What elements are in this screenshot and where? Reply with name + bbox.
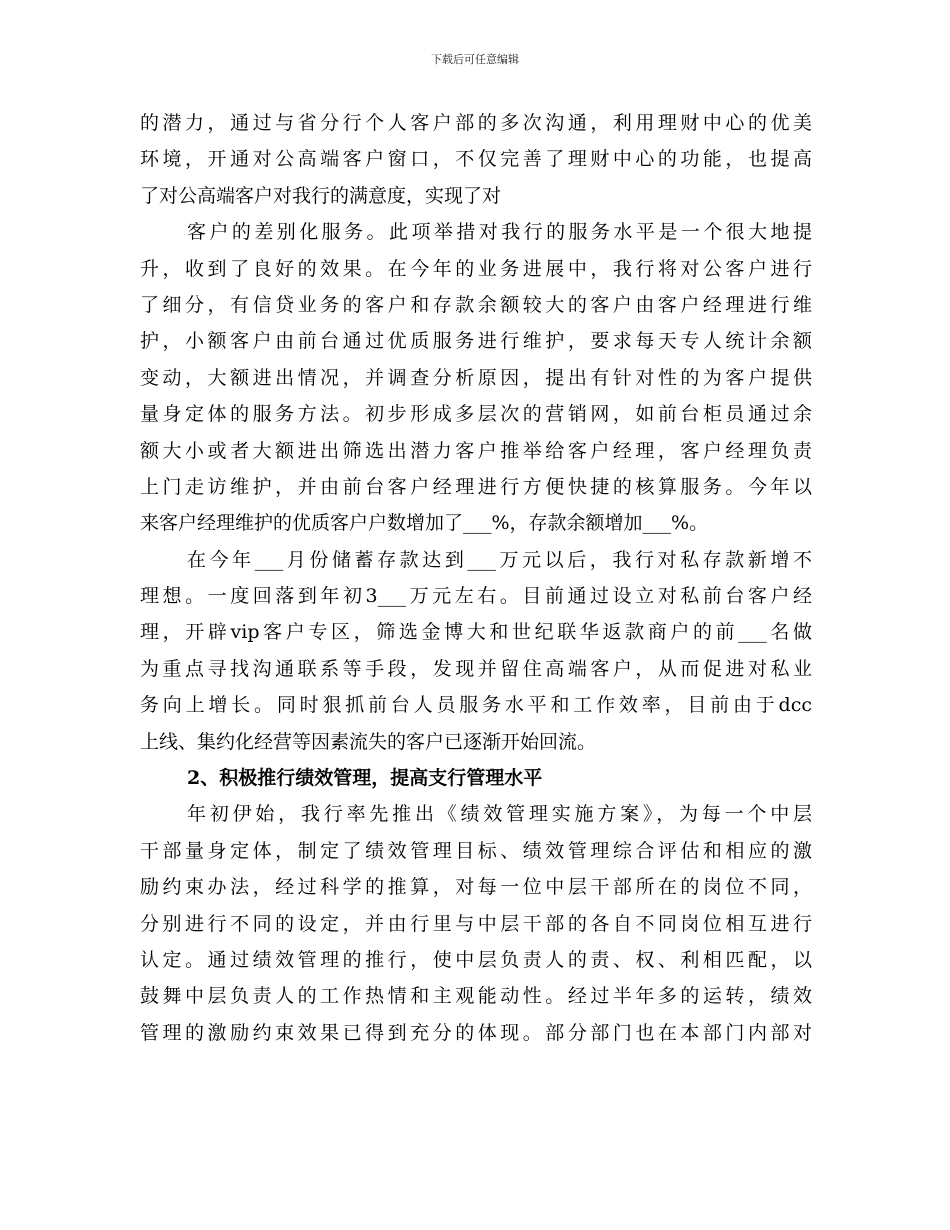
text-line: 认定。通过绩效管理的推行，使中层负责人的责、权、利相匹配，以 — [140, 948, 812, 971]
text-line: 理，开辟vip客户专区，筛选金博大和世纪联华返款商户的前___名做 — [140, 621, 812, 644]
text-line: 了对公高端客户对我行的满意度，实现了对 — [140, 184, 502, 207]
text-line: 升，收到了良好的效果。在今年的业务进展中，我行将对公客户进行 — [140, 257, 812, 280]
text-line: 变动，大额进出情况，并调查分析原因，提出有针对性的为客户提供 — [140, 366, 812, 389]
text-line: 管理的激励约束效果已得到充分的体现。部分部门也在本部门内部对 — [140, 1021, 812, 1044]
text-line: 环境，开通对公高端客户窗口，不仅完善了理财中心的功能，也提高 — [140, 148, 812, 171]
text-line: 在今年___月份储蓄存款达到___万元以后，我行对私存款新增不 — [187, 548, 812, 571]
text-line: 客户的差别化服务。此项举措对我行的服务水平是一个很大地提 — [187, 221, 812, 244]
page-header: 下载后可任意编辑 — [431, 53, 519, 66]
text-line: 理想。一度回落到年初3___万元左右。目前通过设立对私前台客户经 — [140, 585, 812, 608]
text-line: 鼓舞中层负责人的工作热情和主观能动性。经过半年多的运转，绩效 — [140, 985, 812, 1008]
text-line: 为重点寻找沟通联系等手段，发现并留住高端客户，从而促进对私业 — [140, 657, 812, 680]
text-line: 护，小额客户由前台通过优质服务进行维护，要求每天专人统计余额 — [140, 330, 812, 353]
text-line: 年初伊始，我行率先推出《绩效管理实施方案》，为每一个中层 — [187, 803, 812, 826]
text-line: 上线、集约化经营等因素流失的客户已逐渐开始回流。 — [140, 730, 597, 753]
text-line: 来客户经理维护的优质客户户数增加了___%，存款余额增加___%。 — [140, 512, 709, 535]
text-line: 量身定体的服务方法。初步形成多层次的营销网，如前台柜员通过余 — [140, 403, 812, 426]
section-heading: 2、积极推行绩效管理，提高支行管理水平 — [187, 767, 543, 790]
text-line: 了细分，有信贷业务的客户和存款余额较大的客户由客户经理进行维 — [140, 293, 812, 316]
text-line: 额大小或者大额进出筛选出潜力客户推举给客户经理，客户经理负责 — [140, 439, 812, 462]
document-body — [140, 105, 812, 1051]
text-line: 务向上增长。同时狠抓前台人员服务水平和工作效率，目前由于dcc — [140, 694, 812, 717]
text-line: 上门走访维护，并由前台客户经理进行方便快捷的核算服务。今年以 — [140, 475, 812, 498]
text-line: 干部量身定体，制定了绩效管理目标、绩效管理综合评估和相应的激 — [140, 839, 812, 862]
text-line: 的潜力，通过与省分行个人客户部的多次沟通，利用理财中心的优美 — [140, 112, 812, 134]
text-line: 分别进行不同的设定，并由行里与中层干部的各自不同岗位相互进行 — [140, 912, 812, 935]
text-line: 励约束办法，经过科学的推算，对每一位中层干部所在的岗位不同， — [140, 876, 812, 899]
